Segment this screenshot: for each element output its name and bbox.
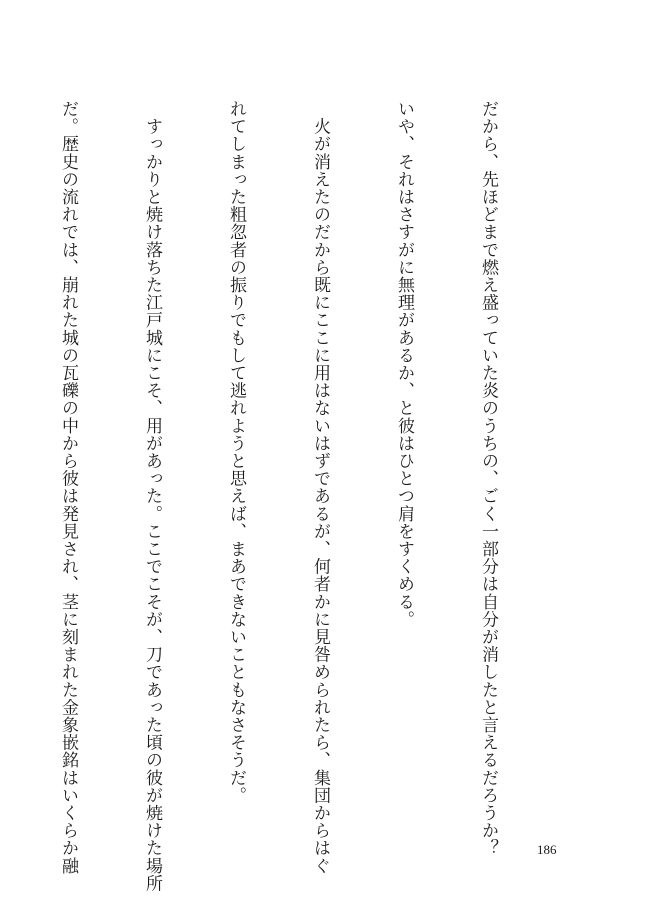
- text-line: れてしまった粗忽者の振りでもして逃れようと思えば、まあできないこともなさそうだ。: [226, 100, 246, 804]
- text-line: だから、先ほどまで燃え盛っていた炎のうちの、ごく一部分は自分が消したと言えるだろうか？: [478, 100, 498, 857]
- text-line: すっかりと焼け落ちた江戸城にこそ、用があった。ここでこそが、刀であった頃の彼が焼けた場所: [142, 100, 162, 892]
- text-line: 火が消えたのだから既にここに用はないはずであるが、何者かに見咎められたら、集団からはぐ: [310, 100, 330, 875]
- text-line: だ。歴史の流れでは、崩れた城の瓦礫の中から彼は発見され、茎に刻まれた金象嵌銘はいくらか融: [58, 100, 78, 875]
- text-line: いや、それはさすがに無理があるか、と彼はひとつ肩をすくめる。: [394, 100, 414, 628]
- page-number: 186: [537, 842, 557, 857]
